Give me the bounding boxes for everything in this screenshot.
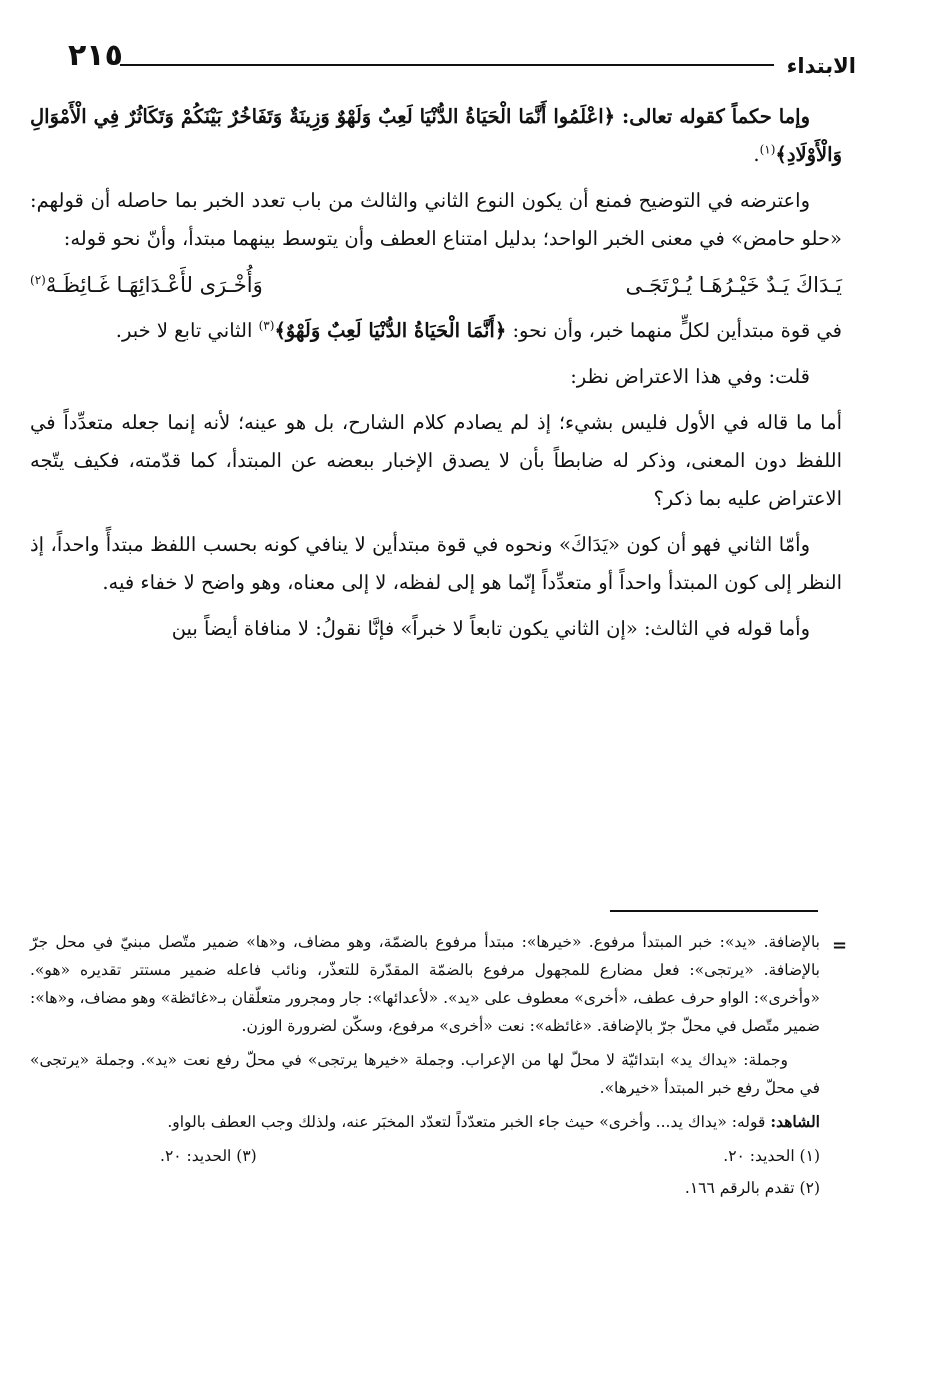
page-header [56, 38, 856, 78]
footnote-ref-text-2: (٢) تقدم بالرقم ١٦٦. [684, 1179, 820, 1197]
quran-quote-1: وإما حكماً كقوله تعالى: ﴿اعْلَمُوا أَنَّمَا الْحَيَاةُ الدُّنْيَا لَعِبٌ وَلَهْوٌ وَزِينَةٌ وَتَفَاخُرٌ بَيْنَكُمْ وَتَكَاثُرٌ فِي الْأَمْوَالِ وَالْأَوْلَادِ﴾ [30, 105, 842, 166]
footnote-sentences: وجملة: «يداك يد» ابتدائيّة لا محلّ لها من الإعراب. وجملة «خيرها يرتجى» في محلّ رفع نعت «يد». وجملة «يرتجى» في محلّ رفع خبر المبتدأ «خيرها». [30, 1051, 820, 1097]
paragraph-3-end: الثاني تابع لا خبر. [115, 319, 259, 342]
quran-quote-2: ﴿أَنَّمَا الْحَيَاةُ الدُّنْيَا لَعِبٌ وَلَهْوٌ﴾ [274, 319, 507, 342]
footnotes [30, 928, 820, 1202]
paragraph-3 [30, 312, 842, 350]
evidence-label: الشاهد: [770, 1112, 820, 1131]
paragraph-5: أما ما قاله في الأول فليس بشيء؛ إذ لم يصادم كلام الشارح، بل هو عينه؛ لأنه إنما جعله متعدِّداً في اللفظ دون المعنى، وذكر له ضابطاً بأن لا يصدق الإخبار ببعضه عن المبتدأ، كما قدّمته، فكيف يتّجه الاعتراض عليه بما ذكر؟ [30, 411, 842, 510]
poetry-verse [30, 266, 842, 304]
footnote-ref-1: (١) [759, 142, 776, 157]
footnote-refs-row [30, 1142, 820, 1170]
paragraph-6: وأمّا الثاني فهو أن كون «يَدَاكَ» ونحوه في قوة مبتدأين لا ينافي كونه بحسب اللفظ مبتدأً واحداً، إذ النظر إلى كون المبتدأ واحداً أو متعدِّداً إنّما هو إلى لفظه، لا إلى معناه، وهو واضح لا خفاء فيه. [30, 533, 842, 594]
evidence-text: قوله: «يداك يد... وأخرى» حيث جاء الخبر متعدّداً لتعدّد المخبَر عنه، ولذلك وجب العطف بالواو. [167, 1113, 771, 1131]
header-rule [120, 64, 774, 66]
footnote-parsing: بالإضافة. «يد»: خبر المبتدأ مرفوع. «خيرها»: مبتدأ مرفوع بالضمّة، وهو مضاف، و«ها» ضمير متّصل مبنيّ في محل جرّ بالإضافة. «يرتجى»: فعل مضارع للمجهول مرفوع بالضمّة المقدّرة للتعذّر، ونائب فاعله ضمير مستتر تقديره «هو». «وأخرى»: الواو حرف عطف، «أخرى» معطوف على «يد». «لأعدائها»: جار ومجرور متعلّقان بـ«غائظة» وهو مضاف، و«ها»: ضمير متّصل في محلّ جرّ بالإضافة. «غائظه»: نعت «أخرى» مرفوع، وسكّن لضرورة الوزن. [30, 933, 820, 1035]
footnote-separator [610, 910, 818, 912]
footnote-ref-3: (٣) [258, 318, 275, 333]
continuation-mark: = [832, 935, 848, 956]
paragraph-2: واعترضه في التوضيح فمنع أن يكون النوع الثاني والثالث من باب تعدد الخبر بما حاصله أن قولهم: «حلو حامض» في معنى الخبر الواحد؛ بدليل امتناع العطف وأن يتوسط بينهما مبتدأ، وأنّ نحو قوله: [30, 189, 842, 250]
running-title: الابتداء [786, 54, 856, 78]
page-number: ٢١٥ [68, 38, 123, 73]
main-text [30, 98, 842, 656]
verse-first-hemistich: يَـدَاكَ يَـدٌ خَيْـرُهَـا يُـرْتَجَـى [625, 273, 842, 297]
footnote-ref-2: (٢) [30, 273, 46, 287]
paragraph-4: قلت: وفي هذا الاعتراض نظر: [570, 365, 810, 388]
verse-second-hemistich: وَأُخْـرَى لأَعْـدَائِهَـا غَـائِظَـهْ [45, 273, 263, 297]
footnote-ref-text-3: (٣) الحديد: ٢٠. [160, 1147, 257, 1165]
paragraph-1-end: . [753, 143, 760, 166]
paragraph-1 [30, 98, 842, 174]
verse-second-hemistich-wrap [30, 266, 263, 304]
paragraph-3-start: في قوة مبتدأين لكلٍّ منهما خبر، وأن نحو: [506, 319, 842, 342]
paragraph-7: وأما قوله في الثالث: «إن الثاني يكون تابعاً لا خبراً» فإنَّا نقولُ: لا منافاة أيضاً بين [171, 617, 810, 640]
footnote-ref-text-1: (١) الحديد: ٢٠. [723, 1147, 820, 1165]
footnote-evidence [30, 1108, 820, 1136]
